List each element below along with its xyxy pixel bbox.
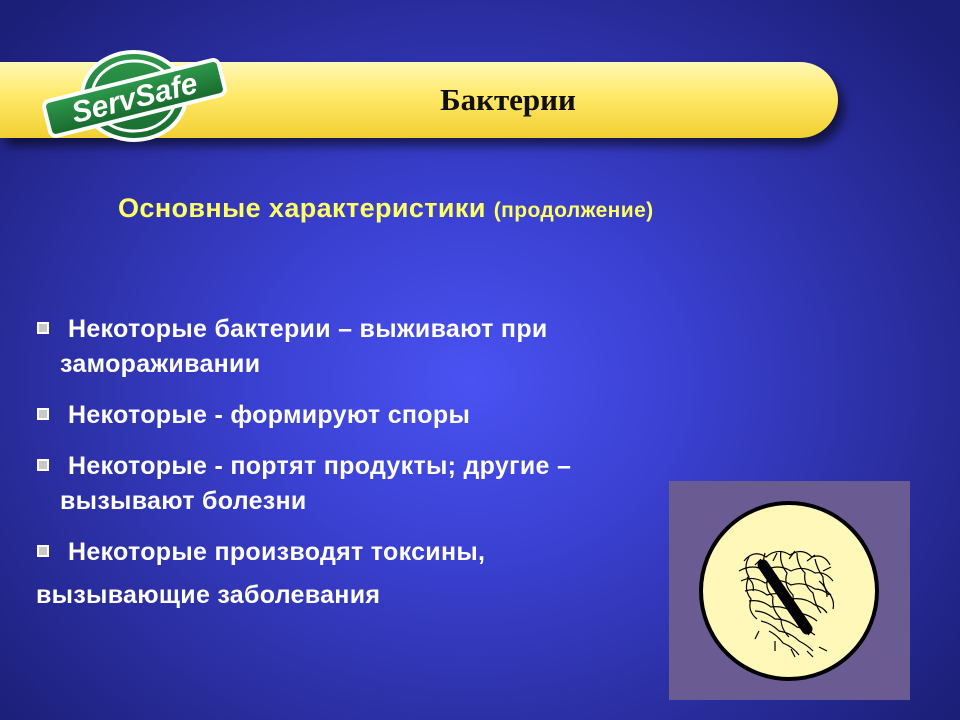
bullet-text: Некоторые - портят продукты; другие – <box>68 452 572 480</box>
bacterium-spore-icon <box>669 481 910 700</box>
servsafe-logo <box>36 46 232 146</box>
bacterium-illustration <box>669 481 910 700</box>
continuation-text: вызывающие заболевания <box>36 581 381 609</box>
bullet-square-icon <box>37 545 49 557</box>
bullet-square-icon <box>37 459 49 471</box>
subtitle <box>118 193 878 224</box>
page-title: Бактерии <box>440 82 576 117</box>
bullet-text: замораживании <box>60 350 261 378</box>
subtitle-main: Основные характеристики <box>118 193 486 223</box>
list-item <box>36 535 736 570</box>
list-item <box>36 449 736 519</box>
bullet-list <box>36 312 736 613</box>
bullet-text: вызывают болезни <box>60 487 307 515</box>
list-item <box>36 398 736 433</box>
bullet-text: Некоторые - формируют споры <box>68 401 471 429</box>
bullet-square-icon <box>37 408 49 420</box>
subtitle-suffix: (продолжение) <box>493 199 654 222</box>
bullet-square-icon <box>37 322 49 334</box>
bullet-text: Некоторые производят токсины, <box>68 538 486 566</box>
bullet-text: Некоторые бактерии – выживают при <box>68 315 548 343</box>
logo-text: ServSafe <box>68 66 201 130</box>
list-item <box>36 312 736 382</box>
